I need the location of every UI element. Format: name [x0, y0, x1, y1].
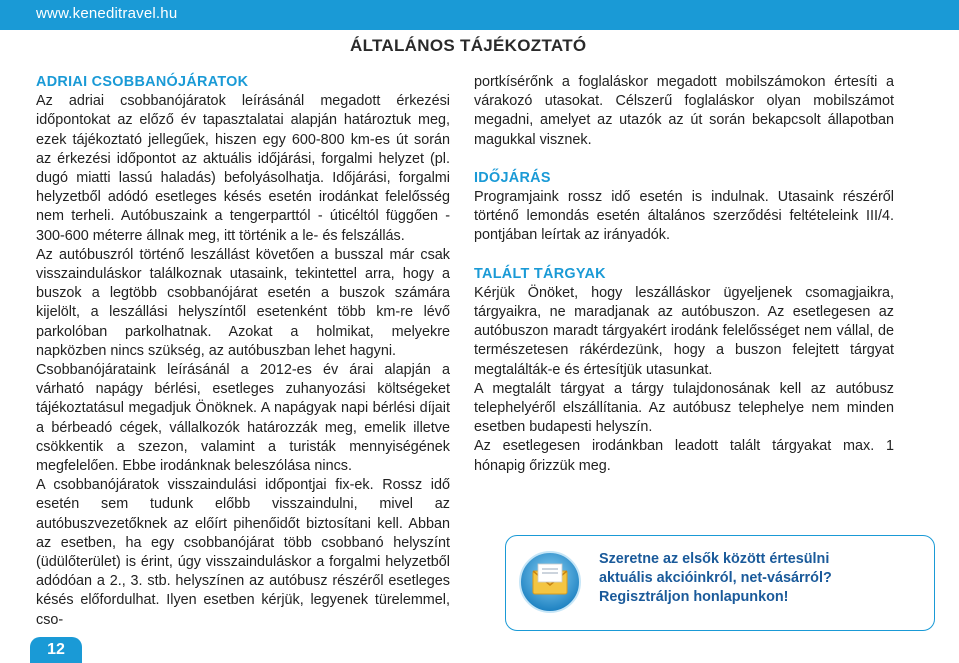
- right-column: [474, 73, 894, 476]
- paragraph: Csobbanójárataink leírásánál a 2012-es év árai alapján a várható napágy bérlési, esetleges zuhanyozási költségeket tájékoztatásul megadjuk Önöknek. A napágyak napi bérlési díjait a bérbeadó cégek, vállalkozók határozzák meg, emelik illetve csökkentik a szezon, valamint a turisták mennyiségének megfelelően. Ebbe irodánknak beleszólása nincs.: [36, 362, 450, 475]
- website-url[interactable]: www.keneditravel.hu: [36, 5, 178, 22]
- paragraph: A megtalált tárgyat a tárgy tulajdonosának kell az autóbusz telephelyéről elszállítania. Az autóbusz telephelye nem minden esetben budapesti helyszín.: [474, 380, 894, 436]
- page-title: ÁLTALÁNOS TÁJÉKOZTATÓ: [350, 36, 587, 55]
- top-banner: [0, 0, 959, 30]
- paragraph: Az autóbuszról történő leszállást követően a busszal már csak visszainduláskor találkoznak utasaink, tekintettel arra, hogy a buszok a legtöbb csobbanójárat esetén a buszok számára kijelölt, a leszállási helyszíntől esetenként több km-re lévő parkolóban parkolhatnak. Azokat a holmikat, melyekre napközben nincs szükség, az autóbuszban lehet hagyni.: [36, 246, 450, 359]
- paragraph: portkísérőnk a foglaláskor megadott mobilszámokon értesíti a várakozó utasokat. Célszerű foglaláskor olyan mobilszámot megadni, amelyet az utazók az út során bekapcsolt állapotban magukkal visznek.: [474, 74, 894, 148]
- promo-line: aktuális akcióinkról, net-vásárról?: [599, 570, 832, 587]
- left-column: [36, 73, 450, 630]
- page-number-tab: [30, 637, 82, 663]
- promo-text: [599, 550, 919, 608]
- paragraph: A csobbanójáratok visszaindulási időpontjai fix-ek. Rossz idő esetén sem tudunk előbb visszaindulni, mivel az autóbuszvezetőknek az előírt pihenőidőt biztosítani kell. Abban az esetben, ha egy csobbanójárat több csobbanó helyszínt (üdülőterület) is érint, úgy visszaindulásk​or a forgalmi helyzetből adódóan a 2., 3. stb. helyszínen az autóbusz részéről esetleges késés előfordulhat. Ilyen esetben kérjük, legyenek türelemmel, cso-: [36, 477, 450, 628]
- page-number: 12: [47, 641, 65, 658]
- section-heading-weather: IDŐJÁRÁS: [474, 169, 551, 186]
- section-heading-adriai: ADRIAI CSOBBANÓJÁRATOK: [36, 74, 249, 90]
- promo-line: Regisztráljon honlapunkon!: [599, 589, 789, 606]
- section-heading-lost-found: TALÁLT TÁRGYAK: [474, 265, 606, 282]
- promo-box[interactable]: [505, 535, 935, 631]
- promo-line: Szeretne az elsők között értesülni: [599, 551, 830, 567]
- paragraph: Programjaink rossz idő esetén is indulnak. Utasaink részéről történő lemondás esetén általános szerződési feltételeink III/4. pontjában leírtak az irányadók.: [474, 189, 894, 244]
- paragraph: Az adriai csobbanójáratok leírásánál megadott érkezési időpontokat az előző év tapasztalatai alapján határoztuk meg, ezek tájékoztató jellegűek, hiszen egy 600-800 km-es út során az érkezési időpontot az aktuális időjárási, forgalmi helyzet (pl. dugó miatti lassú haladás) befolyásolhatja. Időjárási, forgalmi helyzetből adódó esetleges késés esetén irodánkat felelősség nem terheli. Autóbuszaink a tengerparttól - úticéltól függően - 300-600 méterre állnak meg, itt történik a le- és felszállás.: [36, 93, 450, 244]
- paragraph: Az esetlegesen irodánkban leadott talált tárgyakat max. 1 hónapig őrizzük meg.: [474, 438, 894, 474]
- paragraph: Kérjük Önöket, hogy leszálláskor ügyeljenek csomagjaikra, tárgyaikra, ne maradjanak az autóbuszon. Az esetlegesen az autóbuszon maradt tárgyakért irodánk felelősséget nem vállal, de természetesen rákérdezünk, hogy a buszon felejtett tárgyat megtalálták-e és értesítjük utasunkat.: [474, 284, 894, 378]
- envelope-icon: [518, 550, 582, 614]
